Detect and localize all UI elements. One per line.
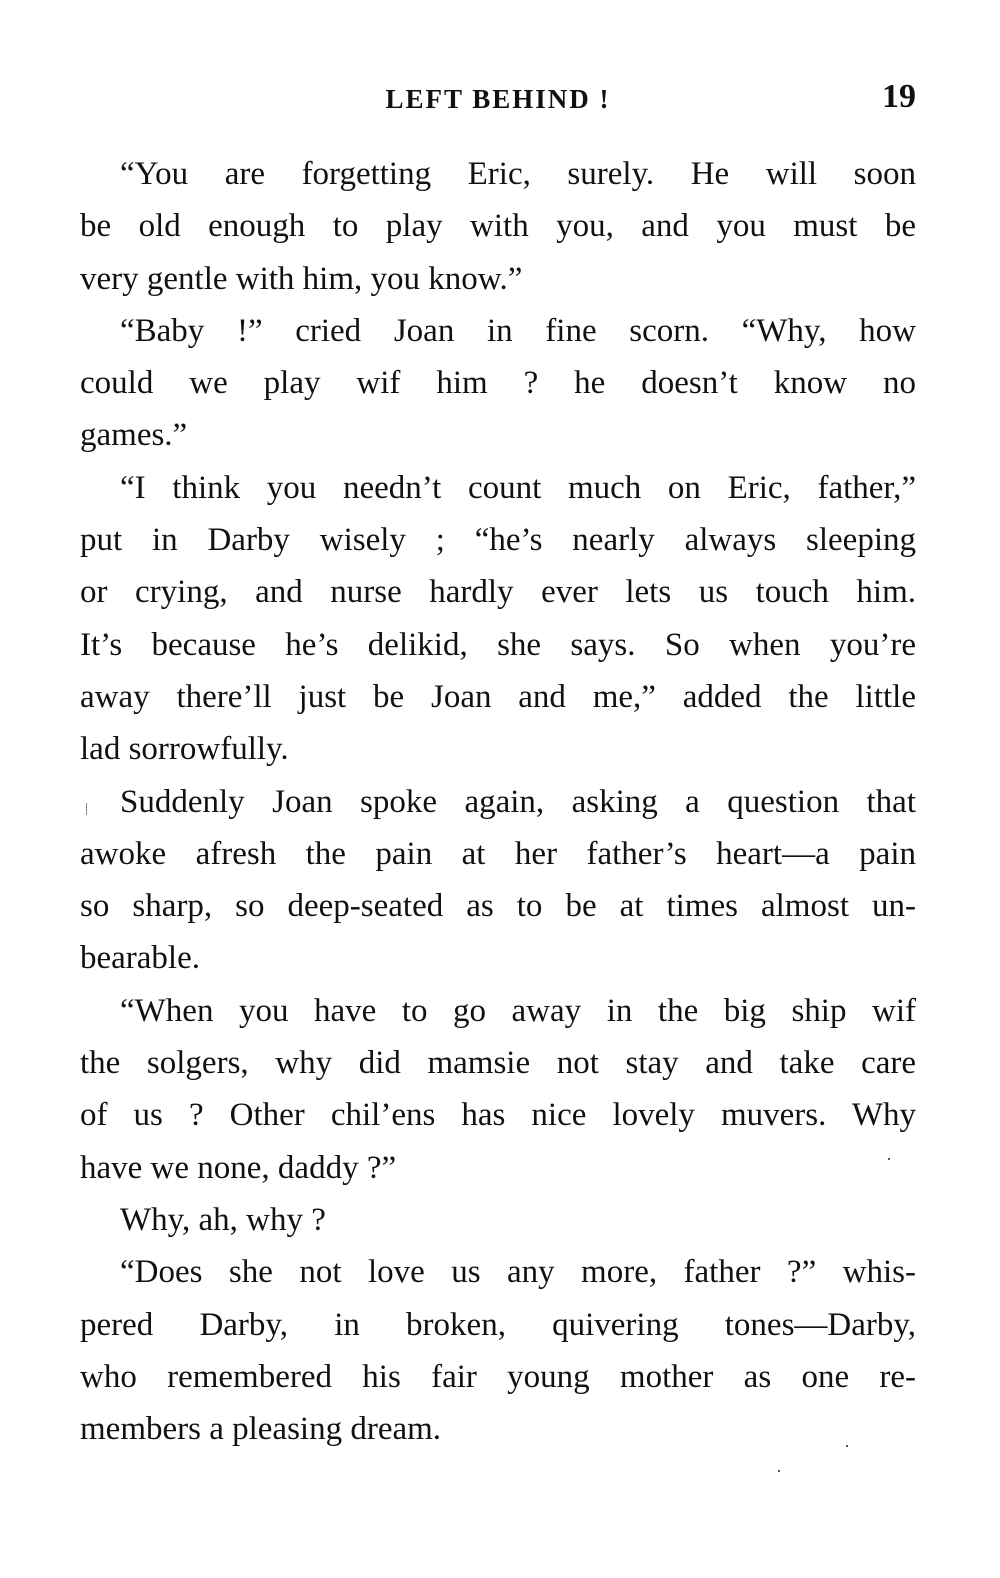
text-line: put in Darby wisely ; “he’s nearly always sleeping xyxy=(80,522,916,559)
text-line: of us ? Other chil’ens has nice lovely muvers. Why xyxy=(80,1097,916,1134)
text-line: or crying, and nurse hardly ever lets us touch him. xyxy=(80,574,916,611)
paragraph xyxy=(80,1246,916,1455)
text-line: “Does she not love us any more, father ?” whis- xyxy=(120,1254,916,1291)
text-line: pered Darby, in broken, quivering tones—Darby, xyxy=(80,1306,916,1343)
text-line: have we none, daddy ?” xyxy=(80,1149,397,1186)
text-line: the solgers, why did mamsie not stay and take care xyxy=(80,1045,916,1082)
print-speck xyxy=(846,1445,848,1447)
print-speck xyxy=(888,1158,890,1160)
paragraph xyxy=(80,776,916,985)
print-speck xyxy=(86,803,87,815)
paragraph xyxy=(80,1194,916,1246)
body-text xyxy=(80,148,916,1455)
text-line: It’s because he’s delikid, she says. So when you’re xyxy=(80,626,916,663)
text-line: “I think you needn’t count much on Eric, father,” xyxy=(120,469,916,506)
text-line: lad sorrowfully. xyxy=(80,731,289,768)
page-number: 19 xyxy=(882,78,916,115)
text-line: bearable. xyxy=(80,940,200,977)
text-line: very gentle with him, you know.” xyxy=(80,260,523,297)
text-line: members a pleasing dream. xyxy=(80,1411,442,1448)
text-line: awoke afresh the pain at her father’s heart—a pain xyxy=(80,835,916,872)
paragraph xyxy=(80,148,916,305)
paragraph xyxy=(80,462,916,776)
text-line: “Baby !” cried Joan in fine scorn. “Why, how xyxy=(120,312,916,349)
text-line: away there’ll just be Joan and me,” added the little xyxy=(80,678,916,715)
text-line: could we play wif him ? he doesn’t know no xyxy=(80,365,916,402)
paragraph xyxy=(80,305,916,462)
text-line: Suddenly Joan spoke again, asking a question that xyxy=(120,783,916,820)
running-title: LEFT BEHIND ! xyxy=(385,84,611,114)
text-line: so sharp, so deep-seated as to be at times almost un- xyxy=(80,888,916,925)
text-line: “You are forgetting Eric, surely. He will soon xyxy=(120,156,916,192)
text-line: “When you have to go away in the big ship wif xyxy=(120,992,916,1029)
running-head xyxy=(80,78,916,128)
text-line: be old enough to play with you, and you must be xyxy=(80,208,916,245)
print-speck xyxy=(778,1470,780,1472)
text-line: who remembered his fair young mother as one re- xyxy=(80,1358,916,1395)
text-line: games.” xyxy=(80,417,188,454)
text-line: Why, ah, why ? xyxy=(120,1201,326,1238)
paragraph xyxy=(80,985,916,1194)
